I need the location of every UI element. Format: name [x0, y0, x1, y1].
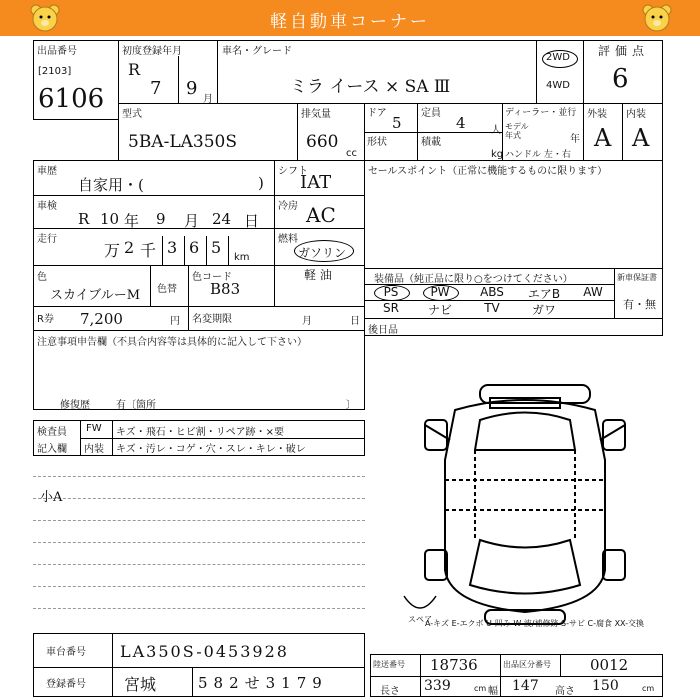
first-reg-month: 9	[186, 78, 198, 99]
sales-points-label: セールスポイント（正常に機能するものに限ります）	[368, 166, 608, 177]
equipment-r1-0: PS	[383, 285, 399, 299]
plate-number: 582せ3179	[198, 674, 328, 692]
inspection-month-unit: 月	[184, 212, 200, 230]
plate-region: 宮城	[124, 675, 157, 694]
mileage-sen: 千	[140, 241, 157, 260]
conv-no-value: 0012	[590, 656, 629, 674]
history-value: 自家用・(	[78, 176, 144, 194]
recycle-unit: 円	[170, 316, 180, 327]
eval-no-label: 陸送番号	[373, 660, 405, 669]
header-title: 軽自動車コーナー	[270, 12, 430, 32]
fuel-label: 燃料	[278, 234, 298, 245]
remark-value: 小A	[40, 490, 63, 505]
recycle-value: 7,200	[80, 310, 123, 328]
shape-label: 形状	[367, 137, 387, 148]
model-grade-value: ミラ イース × SA Ⅲ	[290, 77, 451, 97]
model-year-unit: 年	[570, 134, 580, 145]
size-height: 150	[592, 678, 619, 694]
lot-bracket-code: [2103]	[38, 66, 72, 77]
mileage-digit4: 5	[211, 238, 222, 257]
doors-label: ドア	[367, 108, 387, 119]
warranty-value: 有・無	[623, 298, 656, 311]
fw-value: キズ・飛石・ヒビ割・リペア跡・×要	[116, 427, 284, 438]
score-label: 評価点	[598, 44, 650, 58]
capacity-unit: 人	[491, 125, 501, 136]
damage-legend: A-キズ E-エクボ U-凹み W-波/補修跡 S-サビ C-腐食 XX-交換	[425, 619, 645, 628]
interior-value: A	[632, 124, 650, 152]
loading-unit: kg	[491, 149, 504, 160]
fw-label: FW	[86, 423, 102, 434]
bear-mascot-icon	[640, 3, 674, 33]
pw-circle	[423, 285, 459, 301]
fuel-option: 軽 油	[304, 268, 332, 282]
spare-label: スペア	[408, 615, 432, 624]
size-length: 339	[424, 678, 451, 694]
history-label: 車歴	[37, 166, 57, 177]
color-code: B83	[210, 280, 241, 298]
inspection-era: R	[78, 210, 90, 228]
displacement-unit: cc	[346, 148, 357, 159]
mileage-digit2: 3	[167, 238, 178, 257]
inspection-month: 9	[156, 210, 166, 228]
int-label: 内装	[84, 444, 104, 455]
mileage-man: 万	[104, 241, 121, 260]
spare-tire-icon	[400, 592, 440, 616]
interior-label: 内装	[626, 109, 646, 120]
mileage-label: 走行	[37, 234, 57, 245]
capacity-value: 4	[456, 114, 466, 132]
note-line	[33, 476, 365, 477]
warranty-label: 新車保証書	[617, 273, 657, 282]
equipment-r1-1: PW	[430, 285, 450, 299]
lot-number: 6106	[38, 84, 105, 114]
mileage-digit1: 2	[124, 238, 135, 257]
size-width-label: 幅	[488, 686, 498, 697]
equipment-r1-4: AW	[583, 285, 603, 299]
size-height-label: 高さ	[555, 686, 575, 697]
doors-value: 5	[392, 114, 402, 132]
eval-no-value: 18736	[430, 656, 478, 674]
inspection-label: 車検	[37, 201, 57, 212]
exterior-label: 外装	[587, 109, 607, 120]
equipment-label: 装備品（純正品に限り○をつけてください）	[374, 274, 573, 285]
equipment-r2-3: ガワ	[531, 303, 556, 317]
size-height-unit: cm	[642, 684, 655, 693]
inspection-year-unit: 年	[124, 212, 140, 230]
equipment-r1-2: ABS	[480, 285, 504, 299]
aircon-value: AC	[306, 203, 336, 227]
recycle-label: R券	[37, 314, 54, 325]
model-year-label: モデル年式	[505, 122, 529, 140]
note-line	[33, 520, 365, 521]
first-reg-label: 初度登録年月	[122, 46, 182, 57]
mileage-digit3: 6	[189, 238, 200, 257]
aircon-label: 冷房	[278, 201, 298, 212]
size-length-unit: cm	[474, 684, 487, 693]
first-reg-month-unit: 月	[203, 94, 213, 105]
name-change-label: 名変期限	[192, 314, 232, 325]
repair-value: 有〔箇所	[116, 400, 156, 411]
inspection-day: 24	[212, 210, 232, 228]
inspection-day-unit: 日	[244, 212, 260, 230]
color-change-label: 色替	[157, 284, 177, 295]
name-change-day: 日	[350, 316, 360, 327]
history-close: )	[258, 174, 264, 192]
inspection-year: 10	[100, 210, 120, 228]
color-label: 色	[37, 272, 47, 283]
rear-seat-label: 後日品	[368, 325, 398, 336]
shift-label: シフト	[278, 166, 308, 177]
equipment-r2-1: ナビ	[427, 303, 452, 317]
note-line	[33, 498, 365, 499]
capacity-label: 定員	[421, 108, 441, 119]
exterior-value: A	[594, 124, 612, 152]
type-label: 型式	[122, 109, 142, 120]
type-value: 5BA-LA350S	[128, 132, 237, 152]
displacement-label: 排気量	[301, 109, 331, 120]
chassis-value: LA350S-0453928	[120, 642, 289, 661]
name-change-month: 月	[302, 316, 312, 327]
drive-4wd: 4WD	[546, 80, 570, 91]
repair-close: 〕	[346, 400, 356, 411]
first-reg-era: R	[128, 60, 141, 79]
color-code-label: 色コード	[192, 272, 232, 283]
equipment-r2-0: SR	[383, 301, 399, 315]
bear-mascot-icon	[28, 3, 62, 33]
size-length-label: 長さ	[380, 686, 400, 697]
note-line	[33, 564, 365, 565]
plate-label: 登録番号	[46, 679, 86, 690]
int-value: キズ・汚レ・コゲ・穴・スレ・キレ・破レ	[116, 444, 306, 455]
model-grade-label: 車名・グレード	[222, 46, 292, 57]
lot-label: 出品番号	[37, 46, 77, 57]
ps-circle	[374, 285, 410, 301]
equipment-r1-3: エアB	[527, 287, 561, 301]
fuel-value: ガソリン	[298, 246, 347, 260]
repair-label: 修復歴	[60, 400, 90, 411]
drive-2wd: 2WD	[546, 52, 570, 63]
color-value: スカイブルーM	[50, 288, 141, 303]
note-line	[33, 608, 365, 609]
shift-value: IAT	[300, 172, 332, 193]
score-value: 6	[612, 64, 629, 94]
loading-label: 積載	[421, 137, 441, 148]
note-line	[33, 586, 365, 587]
handle-label: ハンドル 左・右	[505, 150, 571, 160]
displacement-value: 660	[306, 132, 339, 152]
equipment-r2-2: TV	[484, 301, 500, 315]
size-width: 147	[512, 678, 539, 694]
notes-label: 注意事項申告欄（不具合内容等は具体的に記入して下さい）	[37, 337, 307, 348]
inspector-label1: 検査員	[37, 427, 67, 438]
note-line	[33, 542, 365, 543]
conv-no-label: 出品区分番号	[503, 660, 551, 669]
chassis-label: 車台番号	[46, 647, 86, 658]
dealer-label: ディーラー・並行	[505, 108, 577, 118]
mileage-unit: km	[234, 252, 250, 263]
first-reg-year: 7	[150, 78, 162, 99]
inspector-label2: 記入欄	[37, 444, 67, 455]
